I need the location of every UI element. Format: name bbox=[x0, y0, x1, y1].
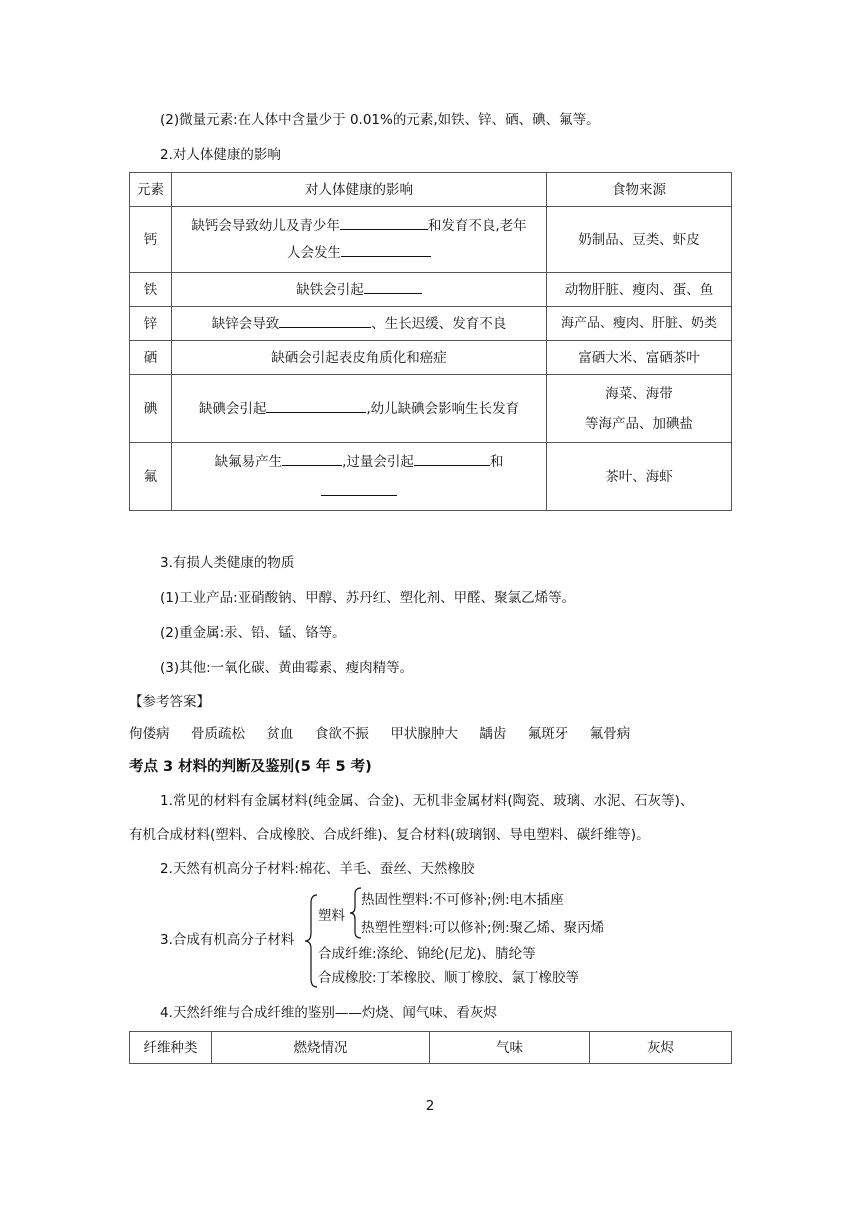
trace-elements-line: (2)微量元素:在人体中含量少于 0.01%的元素,如铁、锌、硒、碘、氟等。 bbox=[160, 112, 600, 128]
answer-blank bbox=[364, 277, 422, 294]
synthetic-label: 3.合成有机高分子材料 bbox=[160, 932, 295, 948]
answer-item: 甲状腺肿大 bbox=[390, 726, 458, 742]
answer-blank bbox=[321, 479, 397, 496]
table-row bbox=[130, 443, 732, 511]
harmful-item: (2)重金属:汞、铅、锰、铬等。 bbox=[160, 625, 346, 641]
table-header-row bbox=[130, 173, 732, 207]
effect-cell: 缺铁会引起 bbox=[172, 273, 547, 307]
header-ash: 灰烬 bbox=[590, 1032, 732, 1064]
synthetic-rubber: 合成橡胶:丁苯橡胶、顺丁橡胶、氯丁橡胶等 bbox=[318, 970, 580, 986]
element-cell: 硒 bbox=[130, 341, 172, 375]
effect-cell: 缺氟易产生 ,过量会引起 和 bbox=[172, 443, 547, 511]
source-cell: 动物肝脏、瘦肉、蛋、鱼 bbox=[547, 273, 732, 307]
table-row bbox=[130, 307, 732, 341]
answer-blank bbox=[341, 240, 431, 257]
table-row bbox=[130, 273, 732, 307]
materials-line-1: 1.常见的材料有金属材料(纯金属、合金)、无机非金属材料(陶瓷、玻璃、水泥、石灰等)、 bbox=[160, 793, 694, 809]
answer-blank bbox=[279, 311, 371, 328]
source-cell: 茶叶、海虾 bbox=[547, 443, 732, 511]
table-row bbox=[130, 375, 732, 443]
effect-cell: 缺硒会引起表皮角质化和癌症 bbox=[172, 341, 547, 375]
fiber-table bbox=[129, 1031, 732, 1064]
header-burning: 燃烧情况 bbox=[212, 1032, 430, 1064]
answer-item: 氟骨病 bbox=[589, 726, 631, 742]
answer-item: 骨质疏松 bbox=[190, 726, 245, 742]
thermoset-plastic: 热固性塑料:不可修补;例:电木插座 bbox=[361, 892, 564, 908]
health-impact-heading: 2.对人体健康的影响 bbox=[160, 147, 281, 163]
answer-item: 贫血 bbox=[266, 726, 294, 742]
plastic-label: 塑料 bbox=[318, 908, 345, 924]
synthetic-fiber: 合成纤维:涤纶、锦纶(尼龙)、腈纶等 bbox=[318, 946, 536, 962]
answer-blank bbox=[282, 449, 342, 466]
source-cell: 富硒大米、富硒茶叶 bbox=[547, 341, 732, 375]
element-cell: 氟 bbox=[130, 443, 172, 511]
natural-polymers: 2.天然有机高分子材料:棉花、羊毛、蚕丝、天然橡胶 bbox=[160, 861, 475, 877]
effect-cell: 缺碘会引起 ,幼儿缺碘会影响生长发育 bbox=[172, 375, 547, 443]
table-header-row bbox=[130, 1032, 732, 1064]
header-fiber-type: 纤维种类 bbox=[130, 1032, 212, 1064]
table-row bbox=[130, 341, 732, 375]
element-cell: 钙 bbox=[130, 207, 172, 273]
answer-item: 龋齿 bbox=[479, 726, 507, 742]
page-number: 2 bbox=[425, 1098, 435, 1114]
fiber-identify: 4.天然纤维与合成纤维的鉴别——灼烧、闻气味、看灰烬 bbox=[160, 1005, 497, 1021]
section-title: 考点 3 材料的判断及鉴别(5 年 5 考) bbox=[129, 759, 372, 775]
answer-item: 氟斑牙 bbox=[527, 726, 569, 742]
answer-item: 食欲不振 bbox=[314, 726, 369, 742]
source-cell: 奶制品、豆类、虾皮 bbox=[547, 207, 732, 273]
materials-line-2: 有机合成材料(塑料、合成橡胶、合成纤维)、复合材料(玻璃钢、导电塑料、碳纤维等)。 bbox=[129, 827, 650, 843]
source-cell: 海产品、瘦肉、肝脏、奶类 bbox=[547, 307, 732, 341]
table-row bbox=[130, 207, 732, 273]
harmful-item: (3)其他:一氧化碳、黄曲霉素、瘦肉精等。 bbox=[160, 660, 414, 676]
header-effect: 对人体健康的影响 bbox=[172, 173, 547, 207]
header-odor: 气味 bbox=[430, 1032, 590, 1064]
effect-cell: 缺锌会导致 、生长迟缓、发育不良 bbox=[172, 307, 547, 341]
answer-blank bbox=[414, 449, 490, 466]
answer-blank bbox=[340, 213, 428, 230]
element-cell: 锌 bbox=[130, 307, 172, 341]
answer-item: 佝偻病 bbox=[129, 726, 170, 742]
source-cell: 海菜、海带 等海产品、加碘盐 bbox=[547, 375, 732, 443]
header-element: 元素 bbox=[130, 173, 172, 207]
elements-table bbox=[129, 172, 732, 511]
answers-line bbox=[129, 724, 630, 744]
answer-blank bbox=[266, 396, 366, 413]
header-source: 食物来源 bbox=[547, 173, 732, 207]
effect-cell: 缺钙会导致幼儿及青少年 和发育不良,老年 人会发生 bbox=[172, 207, 547, 273]
answers-heading: 【参考答案】 bbox=[129, 694, 210, 710]
thermoplastic: 热塑性塑料:可以修补;例:聚乙烯、聚丙烯 bbox=[361, 920, 605, 936]
element-cell: 铁 bbox=[130, 273, 172, 307]
harmful-heading: 3.有损人类健康的物质 bbox=[160, 555, 295, 571]
element-cell: 碘 bbox=[130, 375, 172, 443]
harmful-item: (1)工业产品:亚硝酸钠、甲醇、苏丹红、塑化剂、甲醛、聚氯乙烯等。 bbox=[160, 590, 576, 606]
